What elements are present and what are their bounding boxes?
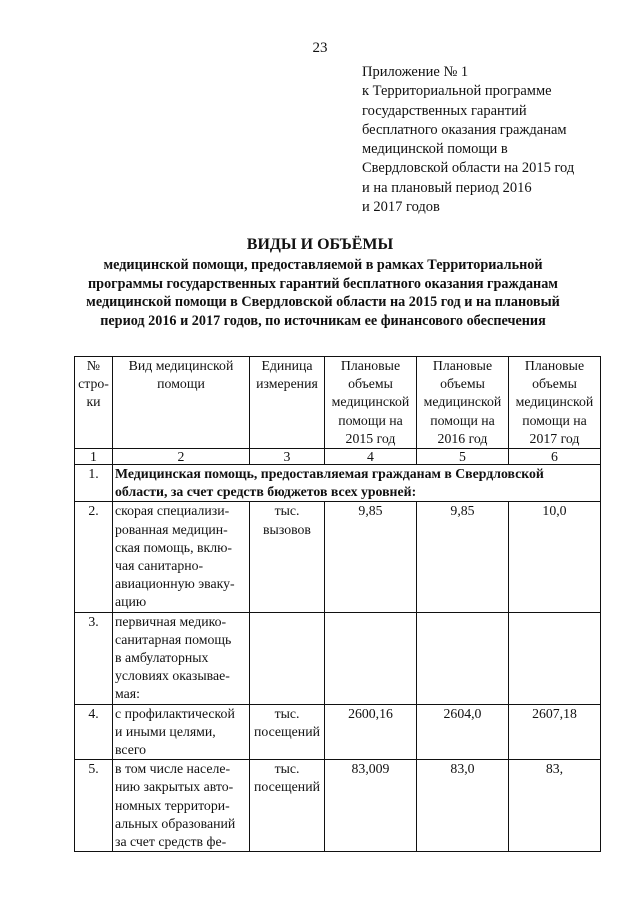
section-row: [75, 465, 601, 502]
care-type: скорая специализи- рованная медицин- ская помощь, вклю- чая санитарно- авиационную эваку- ацию: [113, 502, 250, 612]
appendix-line: и на плановый период 2016: [362, 179, 532, 196]
header-row-number: № стро- ки: [75, 357, 113, 449]
table-row: [75, 704, 601, 760]
unit: тыс. посещений: [250, 704, 325, 760]
section-title: Медицинская помощь, предоставляемая гражданам в Свердловской области, за счет средств бюджетов всех уровней:: [113, 465, 601, 502]
value-2017: 10,0: [509, 502, 601, 612]
header-care-type: Вид медицинской помощи: [113, 357, 250, 449]
volumes-table: [74, 356, 601, 852]
header-row: [75, 357, 601, 449]
appendix-line: Свердловской области на 2015 год: [362, 160, 575, 177]
value-2016: 9,85: [417, 502, 509, 612]
table-row: [75, 760, 601, 852]
subtitle-line: программы государственных гарантий бесплатного оказания гражданам: [88, 275, 558, 292]
unit: тыс. вызовов: [250, 502, 325, 612]
column-number: 4: [325, 449, 417, 465]
appendix-line: медицинской помощи в: [362, 141, 508, 158]
column-number: 1: [75, 449, 113, 465]
column-number: 3: [250, 449, 325, 465]
header-2016: Плановые объемы медицинской помощи на 2016 год: [417, 357, 509, 449]
value-2015: 83,009: [325, 760, 417, 852]
value-2017: [509, 612, 601, 704]
value-2015: 2600,16: [325, 704, 417, 760]
row-number: 3.: [75, 612, 113, 704]
care-type: первичная медико- санитарная помощь в амбулаторных условиях оказывае- мая:: [113, 612, 250, 704]
page-number: 23: [312, 40, 328, 56]
table-row: [75, 612, 601, 704]
unit: [250, 612, 325, 704]
header-2015: Плановые объемы медицинской помощи на 2015 год: [325, 357, 417, 449]
subtitle-line: медицинской помощи в Свердловской области на 2015 год и на плановый: [86, 294, 560, 310]
appendix-line: государственных гарантий: [362, 102, 527, 119]
value-2017: 83,: [509, 760, 601, 852]
column-number-row: [75, 449, 601, 465]
value-2016: [417, 612, 509, 704]
table-row: [75, 502, 601, 612]
value-2017: 2607,18: [509, 704, 601, 760]
value-2015: [325, 612, 417, 704]
column-number: 2: [113, 449, 250, 465]
header-2017: Плановые объемы медицинской помощи на 2017 год: [509, 357, 601, 449]
unit: тыс. посещений: [250, 760, 325, 852]
subtitle-line: период 2016 и 2017 годов, по источникам ее финансового обеспечения: [100, 312, 546, 329]
document-subtitle: [60, 256, 586, 330]
document-title: ВИДЫ И ОБЪЁМЫ: [246, 236, 394, 253]
appendix-line: и 2017 годов: [362, 199, 440, 216]
column-number: 6: [509, 449, 601, 465]
row-number: 5.: [75, 760, 113, 852]
care-type: в том числе населе- нию закрытых авто- номных территори- альных образований за счет средств фе-: [113, 760, 250, 852]
appendix-line: Приложение № 1: [362, 64, 469, 80]
column-number: 5: [417, 449, 509, 465]
row-number: 1.: [75, 465, 113, 502]
value-2016: 83,0: [417, 760, 509, 852]
row-number: 4.: [75, 704, 113, 760]
appendix-note: [362, 63, 574, 217]
subtitle-line: медицинской помощи, предоставляемой в рамках Территориальной: [103, 257, 543, 273]
row-number: 2.: [75, 502, 113, 612]
care-type: с профилактической и иными целями, всего: [113, 704, 250, 760]
value-2016: 2604,0: [417, 704, 509, 760]
header-unit: Единица измерения: [250, 357, 325, 449]
appendix-line: бесплатного оказания гражданам: [362, 121, 567, 138]
value-2015: 9,85: [325, 502, 417, 612]
appendix-line: к Территориальной программе: [362, 83, 552, 100]
